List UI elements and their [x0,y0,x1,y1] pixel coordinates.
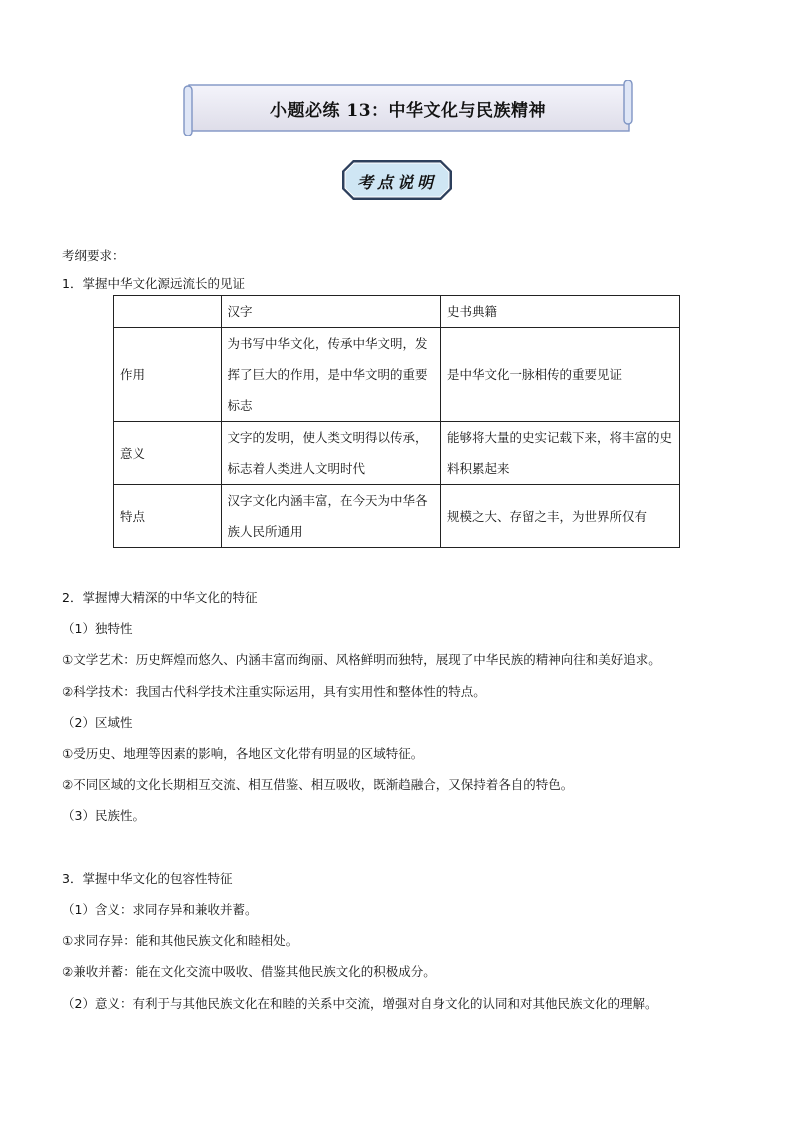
table-cell: 汉字文化内涵丰富，在今天为中华各族人民所通用 [221,485,441,548]
table-row [114,328,680,422]
comparison-table [113,295,680,548]
table-cell: 是中华文化一脉相传的重要见证 [441,328,680,422]
page-title: 小题必练 13：中华文化与民族精神 [269,101,547,121]
intro-text: 考纲要求： [62,248,125,263]
table-header-cell [114,296,222,328]
section1-heading: 1．掌握中华文化源远流长的见证 [62,276,245,291]
section2-sub3: （3）民族性。 [62,808,145,823]
table-header-cell: 史书典籍 [441,296,680,328]
table-cell: 文字的发明，使人类文明得以传承，标志着人类进人文明时代 [221,422,441,485]
table-header-cell: 汉字 [221,296,441,328]
badge-label: 考点说明 [356,173,437,192]
table-cell: 能够将大量的史实记载下来，将丰富的史料积累起来 [441,422,680,485]
section-badge [341,159,453,201]
section2-sub2: （2）区域性 [62,715,133,730]
section3-heading: 3．掌握中华文化的包容性特征 [62,871,233,886]
row-label: 意义 [114,422,222,485]
row-label: 特点 [114,485,222,548]
table-row [114,422,680,485]
section2-item4: ②不同区域的文化长期相互交流、相互借鉴、相互吸收，既渐趋融合，又保持着各自的特色。 [62,777,574,792]
section3-item1: ①求同存异：能和其他民族文化和睦相处。 [62,933,299,948]
table-cell: 规模之大、存留之丰，为世界所仅有 [441,485,680,548]
table-header-row [114,296,680,328]
section3-sub1: （1）含义：求同存异和兼收并蓄。 [62,902,258,917]
section3-sub2: （2）意义：有利于与其他民族文化在和睦的关系中交流，增强对自身文化的认同和对其他民族文化的理解。 [62,996,658,1011]
section2-item3: ①受历史、地理等因素的影响，各地区文化带有明显的区域特征。 [62,746,424,761]
section3-item2: ②兼收并蓄：能在文化交流中吸收、借鉴其他民族文化的积极成分。 [62,964,436,979]
section2-item2: ②科学技术：我国古代科学技术注重实际运用，具有实用性和整体性的特点。 [62,684,486,699]
section2-heading: 2．掌握博大精深的中华文化的特征 [62,590,258,605]
table-row [114,485,680,548]
title-scroll-banner [183,80,633,136]
section2-item1: ①文学艺术：历史辉煌而悠久、内涵丰富而绚丽、风格鲜明而独特，展现了中华民族的精神向往和美好追求。 [62,652,661,667]
table-cell: 为书写中华文化，传承中华文明，发挥了巨大的作用，是中华文明的重要标志 [221,328,441,422]
row-label: 作用 [114,328,222,422]
section2-sub1: （1）独特性 [62,621,133,636]
